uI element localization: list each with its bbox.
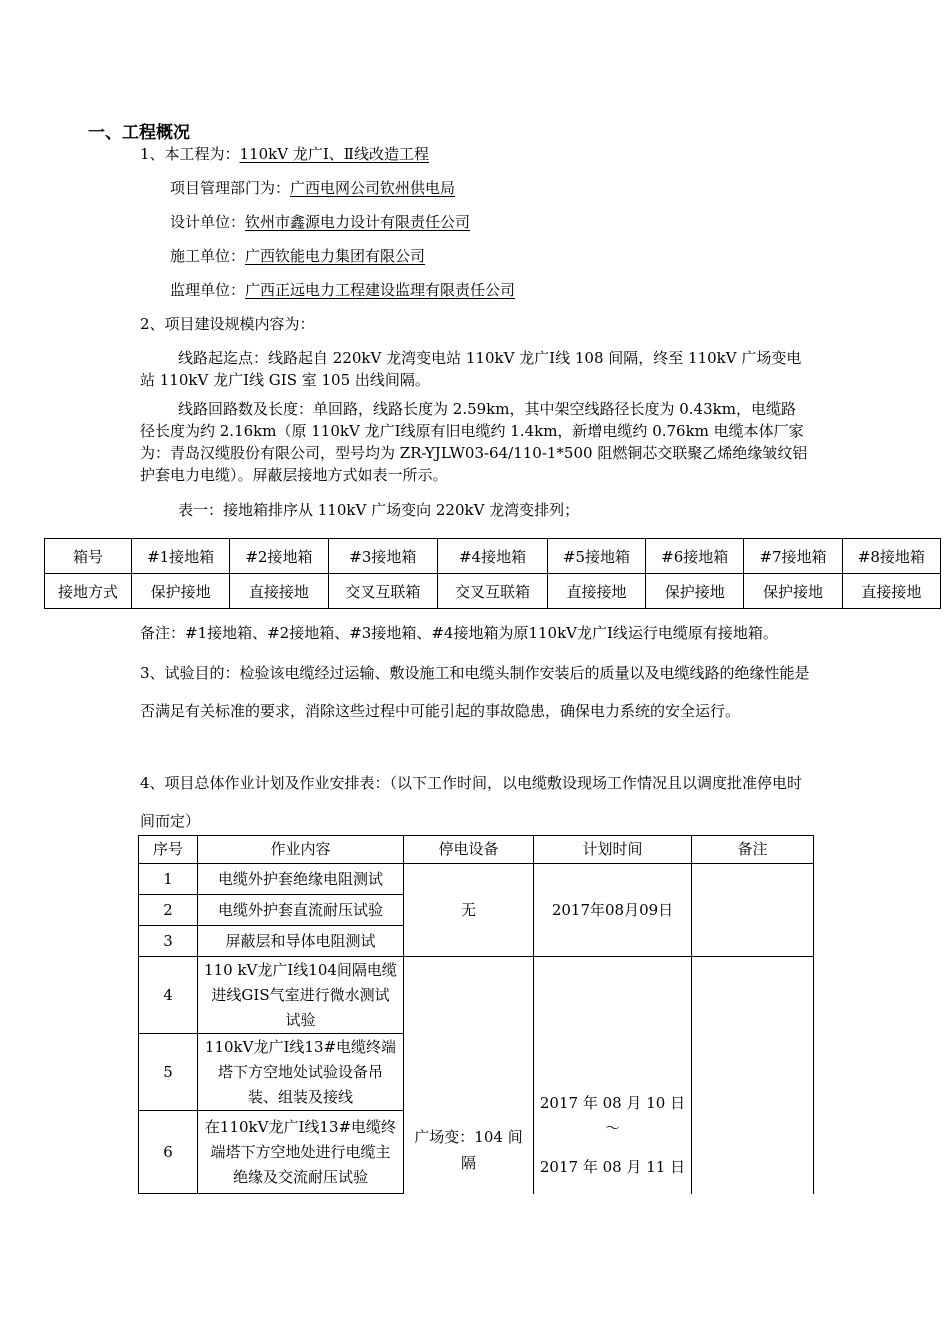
row-no: 6 bbox=[139, 1111, 198, 1194]
purpose-paragraph: 3、试验目的：检验该电缆经过运输、敷设施工和电缆头制作安装后的质量以及电缆线路的绝缘性能是否满足有关标准的要求，消除这些过程中可能引起的事故隐患，确保电力系统的安全运行。 bbox=[140, 664, 810, 720]
design-line bbox=[170, 212, 470, 232]
time-group-1: 2017年08月09日 bbox=[534, 864, 692, 957]
scale-title: 2、项目建设规模内容为： bbox=[140, 315, 315, 333]
row-no: 2 bbox=[139, 895, 198, 926]
design-label: 设计单位： bbox=[170, 213, 246, 231]
design-value: 钦州市鑫源电力设计有限责任公司 bbox=[245, 213, 471, 231]
ground-table-row-boxes bbox=[45, 539, 941, 574]
project-name: 110kV 龙广Ⅰ、Ⅱ线改造工程 bbox=[239, 145, 429, 163]
remark-group-2 bbox=[692, 957, 814, 1194]
work-plan-table bbox=[138, 835, 814, 1194]
table-cell: 直接接地 bbox=[547, 574, 645, 609]
row-header-box-no: 箱号 bbox=[45, 539, 132, 574]
table-row bbox=[139, 957, 814, 1034]
table-cell: #6接地箱 bbox=[646, 539, 744, 574]
time-group-2-sep: ～ bbox=[604, 1119, 620, 1138]
header-no: 序号 bbox=[139, 836, 198, 864]
table-cell: #8接地箱 bbox=[842, 539, 940, 574]
project-line bbox=[140, 144, 429, 164]
row-no: 4 bbox=[139, 957, 198, 1034]
construct-line bbox=[170, 246, 425, 266]
mgmt-line bbox=[170, 178, 455, 198]
table-cell: #1接地箱 bbox=[132, 539, 230, 574]
table-cell: 交叉互联箱 bbox=[328, 574, 438, 609]
header-content: 作业内容 bbox=[198, 836, 404, 864]
plan-header-row bbox=[139, 836, 814, 864]
row-content: 屏蔽层和导体电阻测试 bbox=[198, 926, 404, 957]
section-heading: 一、工程概况 bbox=[88, 123, 190, 143]
time-group-2-start: 2017 年 08 月 10 日 bbox=[539, 1094, 686, 1113]
header-time: 计划时间 bbox=[534, 836, 692, 864]
outage-group-1: 无 bbox=[404, 864, 534, 957]
table-row bbox=[139, 864, 814, 895]
remark-group-1 bbox=[692, 864, 814, 957]
mgmt-label: 项目管理部门为： bbox=[170, 179, 291, 197]
time-group-2-end: 2017 年 08 月 11 日 bbox=[539, 1158, 686, 1177]
table-cell: 直接接地 bbox=[230, 574, 328, 609]
row-header-method: 接地方式 bbox=[45, 574, 132, 609]
table-cell: #7接地箱 bbox=[744, 539, 842, 574]
row-content: 电缆外护套直流耐压试验 bbox=[198, 895, 404, 926]
note: 备注：#1接地箱、#2接地箱、#3接地箱、#4接地箱为原110kV龙广Ⅰ线运行电缆原有接地箱。 bbox=[140, 624, 778, 642]
table-cell: 交叉互联箱 bbox=[438, 574, 548, 609]
table-cell: 保护接地 bbox=[744, 574, 842, 609]
project-label: 1、本工程为： bbox=[140, 145, 240, 163]
table-cell: 保护接地 bbox=[132, 574, 230, 609]
table-cell: #5接地箱 bbox=[547, 539, 645, 574]
row-no: 1 bbox=[139, 864, 198, 895]
row-no: 5 bbox=[139, 1034, 198, 1111]
supervise-line bbox=[170, 280, 515, 300]
row-content: 110kV龙广I线13#电缆终端塔下方空地处试验设备吊装、组装及接线 bbox=[198, 1034, 404, 1111]
header-remark: 备注 bbox=[692, 836, 814, 864]
outage-group-2-text: 广场变：104 间隔 bbox=[414, 1128, 523, 1173]
mgmt-value: 广西电网公司钦州供电局 bbox=[290, 179, 456, 197]
table-cell: #4接地箱 bbox=[438, 539, 548, 574]
construct-label: 施工单位： bbox=[170, 247, 246, 265]
plan-title: 4、项目总体作业计划及作业安排表：（以下工作时间，以电缆敷设现场工作情况且以调度批准停电时间而定） bbox=[140, 774, 803, 830]
row-content: 110 kV龙广I线104间隔电缆进线GIS气室进行微水测试试验 bbox=[198, 957, 404, 1034]
supervise-value: 广西正远电力工程建设监理有限责任公司 bbox=[245, 281, 516, 299]
construct-value: 广西钦能电力集团有限公司 bbox=[245, 247, 426, 265]
time-group-2 bbox=[534, 957, 692, 1194]
table-cell: #2接地箱 bbox=[230, 539, 328, 574]
table-cell: 保护接地 bbox=[646, 574, 744, 609]
row-content: 电缆外护套绝缘电阻测试 bbox=[198, 864, 404, 895]
supervise-label: 监理单位： bbox=[170, 281, 246, 299]
table-cell: #3接地箱 bbox=[328, 539, 438, 574]
header-outage: 停电设备 bbox=[404, 836, 534, 864]
route-paragraph: 线路起迄点：线路起自 220kV 龙湾变电站 110kV 龙广Ⅰ线 108 间隔，终至 110kV 广场变电站 110kV 龙广Ⅰ线 GIS 室 105 出线间隔。 bbox=[140, 349, 802, 389]
row-content: 在110kV龙广I线13#电缆终端塔下方空地处进行电缆主绝缘及交流耐压试验 bbox=[198, 1111, 404, 1194]
ground-box-table bbox=[44, 538, 941, 609]
outage-group-2 bbox=[404, 957, 534, 1194]
row-no: 3 bbox=[139, 926, 198, 957]
length-paragraph: 线路回路数及长度：单回路，线路长度为 2.59km，其中架空线路径长度为 0.43km，电缆路径长度为约 2.16km（原 110kV 龙广Ⅰ线原有旧电缆约 1.4km，新增电缆约 0.76km 电缆本体厂家为：青岛汉缆股份有限公司，型号均为 ZR-YJLW03-64/110-1*500 阻燃铜芯交联聚乙烯绝缘皱纹铝护套电力电缆）。屏蔽层接地方式如表一所示。 bbox=[140, 400, 808, 484]
table-cell: 直接接地 bbox=[842, 574, 940, 609]
ground-table-row-methods bbox=[45, 574, 941, 609]
table-caption: 表一：接地箱排序从 110kV 广场变向 220kV 龙湾变排列； bbox=[178, 501, 580, 519]
